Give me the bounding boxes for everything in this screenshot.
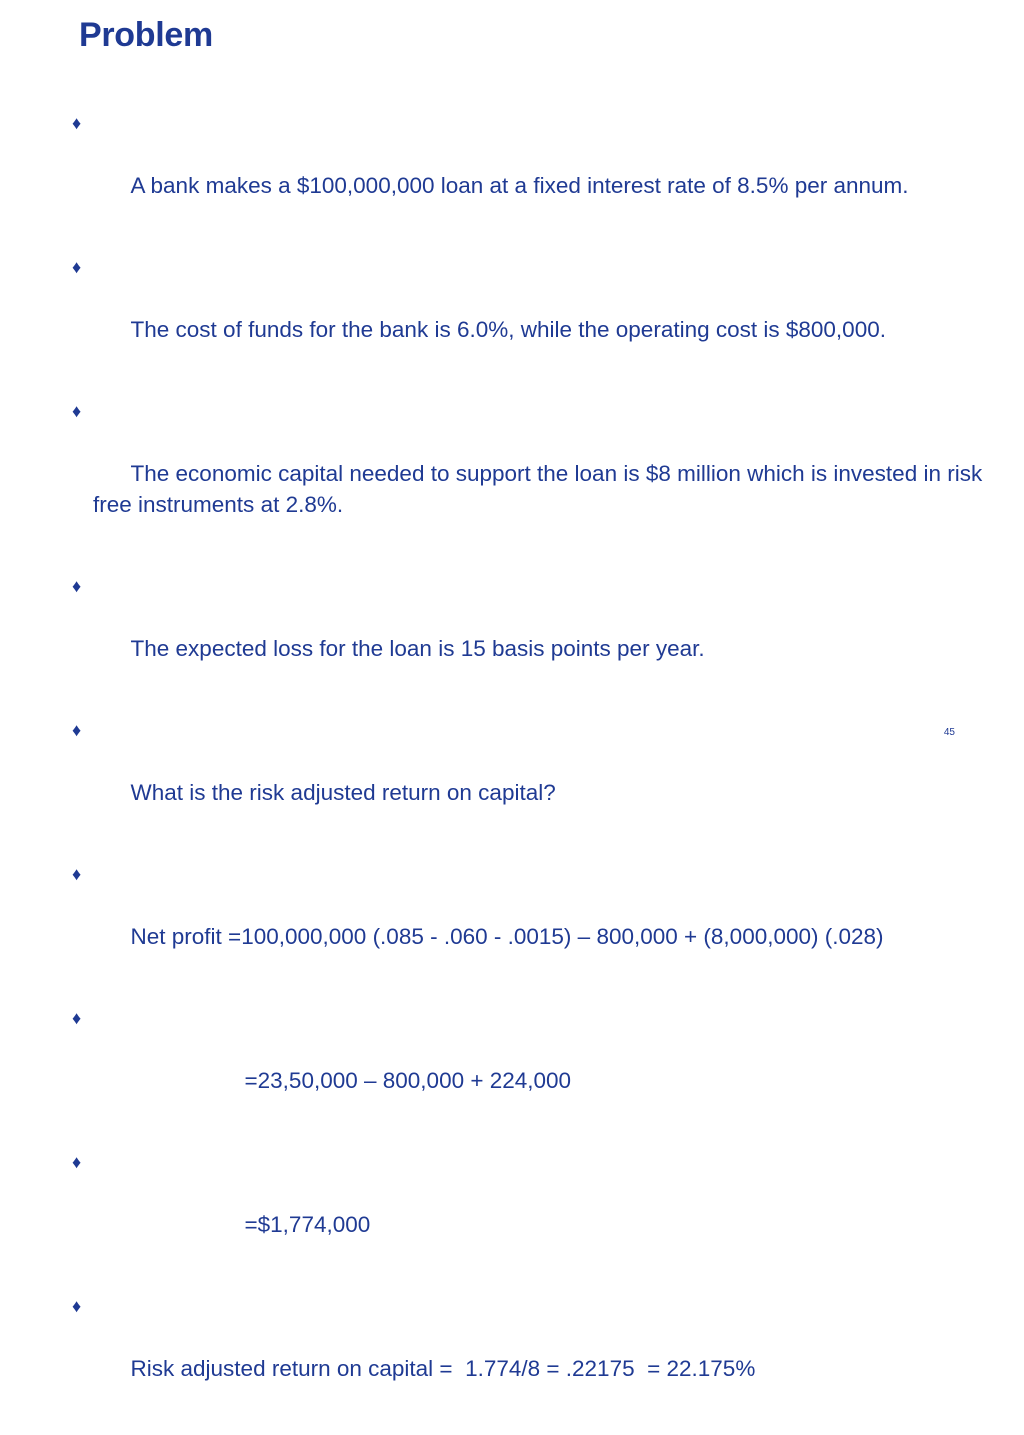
page-number: 45 <box>943 727 955 738</box>
bullet-item <box>72 1147 1012 1271</box>
bullet-text: Risk adjusted return on capital = 1.774/8 = .22175 = 22.175% <box>130 1356 756 1381</box>
bullet-text: =$1,774,000 <box>244 1212 371 1237</box>
bullet-item <box>72 108 1012 232</box>
diamond-bullet-icon: ♦ <box>72 1152 82 1172</box>
bullet-text: The cost of funds for the bank is 6.0%, while the operating cost is $800,000. <box>130 317 886 342</box>
diamond-bullet-icon: ♦ <box>72 1008 82 1028</box>
diamond-bullet-icon: ♦ <box>72 1296 82 1316</box>
bullet-list <box>72 108 1012 1435</box>
bullet-text: The economic capital needed to support the loan is $8 million which is invested in risk free instruments at 2.8%. <box>93 461 989 517</box>
bullet-text: What is the risk adjusted return on capital? <box>130 780 556 805</box>
slide-title: Problem <box>79 16 213 54</box>
diamond-bullet-icon: ♦ <box>72 257 82 277</box>
bullet-item <box>72 396 1012 551</box>
bullet-text: =23,50,000 – 800,000 + 224,000 <box>244 1068 572 1093</box>
bullet-text: The expected loss for the loan is 15 basis points per year. <box>130 636 705 661</box>
bullet-item <box>72 1003 1012 1127</box>
diamond-bullet-icon: ♦ <box>72 576 82 596</box>
bullet-item <box>72 715 1012 839</box>
bullet-text: A bank makes a $100,000,000 loan at a fixed interest rate of 8.5% per annum. <box>130 173 909 198</box>
diamond-bullet-icon: ♦ <box>72 401 82 421</box>
bullet-item <box>72 859 1012 983</box>
diamond-bullet-icon: ♦ <box>72 720 82 740</box>
bullet-item <box>72 571 1012 695</box>
bullet-item <box>72 252 1012 376</box>
diamond-bullet-icon: ♦ <box>72 864 82 884</box>
bullet-text: Net profit =100,000,000 (.085 - .060 - .0015) – 800,000 + (8,000,000) (.028) <box>130 924 884 949</box>
bullet-item <box>72 1291 1012 1415</box>
diamond-bullet-icon: ♦ <box>72 113 82 133</box>
